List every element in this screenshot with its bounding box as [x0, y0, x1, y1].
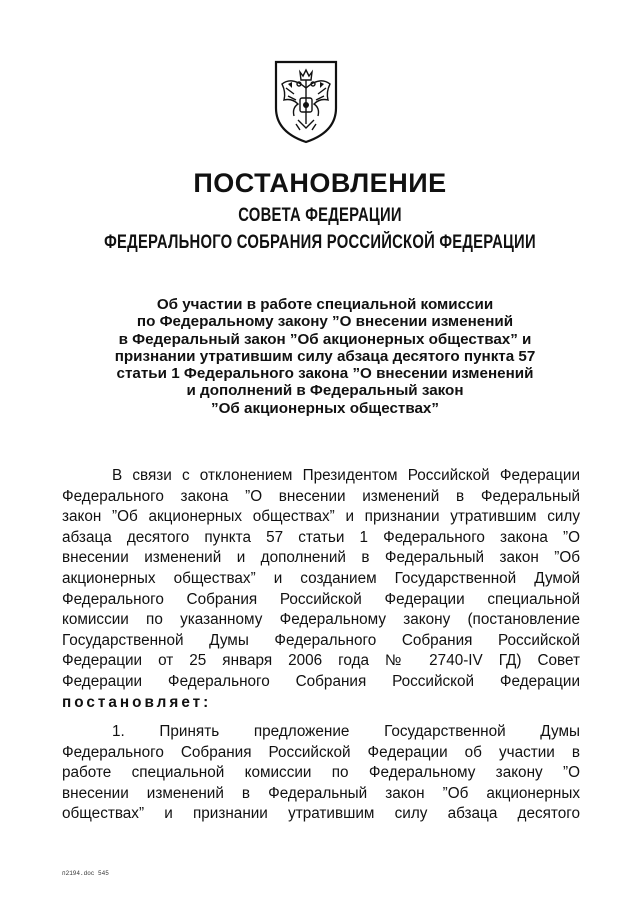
issuer-line-2: ФЕДЕРАЛЬНОГО СОБРАНИЯ РОССИЙСКОЙ ФЕДЕРАЦИИ: [104, 232, 536, 253]
subject-line: ”Об акционерных обществах”: [211, 399, 439, 417]
item-1-paragraph: [62, 722, 580, 825]
paragraph-line: обществах” и признании утратившим силу абзаца десятого: [62, 805, 580, 823]
paragraph-line: внесении изменений в Федеральный закон ”Об акционерных: [62, 784, 580, 802]
subject-line: Об участии в работе специальной комиссии: [156, 296, 494, 313]
subject-line: и дополнений в Федеральный закон: [186, 382, 464, 400]
preamble-paragraph: [62, 466, 580, 713]
file-code: п2194.doc 545: [62, 870, 109, 877]
issuer-line-1: СОВЕТА ФЕДЕРАЦИИ: [238, 205, 402, 226]
subject-line: статьи 1 Федерального закона ”О внесении изменений: [116, 365, 534, 383]
subject-line: в Федеральный закон ”Об акционерных обществах” и: [118, 330, 532, 348]
paragraph-line: комиссии по указанному Федеральному закону (постановление: [62, 611, 580, 629]
paragraph-line: абзаца десятого пункта 57 статьи 1 Федерального закона ”О: [62, 528, 580, 546]
subject-line: по Федеральному закону ”О внесении изменений: [136, 313, 514, 331]
paragraph-line: Федерального закона ”О внесении изменений в Федеральный: [62, 487, 580, 505]
document-title: ПОСТАНОВЛЕНИЕ: [193, 168, 447, 198]
subject-line: признании утратившим силу абзаца десятого пункта 57: [114, 347, 536, 365]
paragraph-line: Федерального Собрания Российской Федерации об участии в: [62, 743, 580, 761]
decree-word: постановляет:: [62, 693, 212, 711]
paragraph-line: закон ”Об акционерных обществах” и признании утратившим силу: [62, 508, 580, 526]
document-subject: [60, 296, 590, 417]
paragraph-line: Государственной Думы Федерального Собрания Российской: [62, 631, 580, 649]
paragraph-line: Федерального Собрания Российской Федерации специальной: [62, 590, 580, 608]
paragraph-line: внесении изменений и дополнений в Федеральный закон ”Об: [62, 549, 580, 567]
paragraph-line: Федерации от 25 января 2006 года № 2740-IV ГД) Совет: [62, 652, 580, 670]
paragraph-line: акционерных обществах” и созданием Государственной Думой: [62, 569, 580, 587]
paragraph-line: работе специальной комиссии по Федеральному закону ”О: [62, 764, 580, 782]
paragraph-line: В связи с отклонением Президентом Российской Федерации: [112, 467, 580, 484]
coat-of-arms-icon: [270, 58, 342, 144]
paragraph-line: 1. Принять предложение Государственной Думы: [112, 723, 580, 740]
paragraph-line: Федерации Федерального Собрания Российской Федерации: [62, 672, 580, 690]
